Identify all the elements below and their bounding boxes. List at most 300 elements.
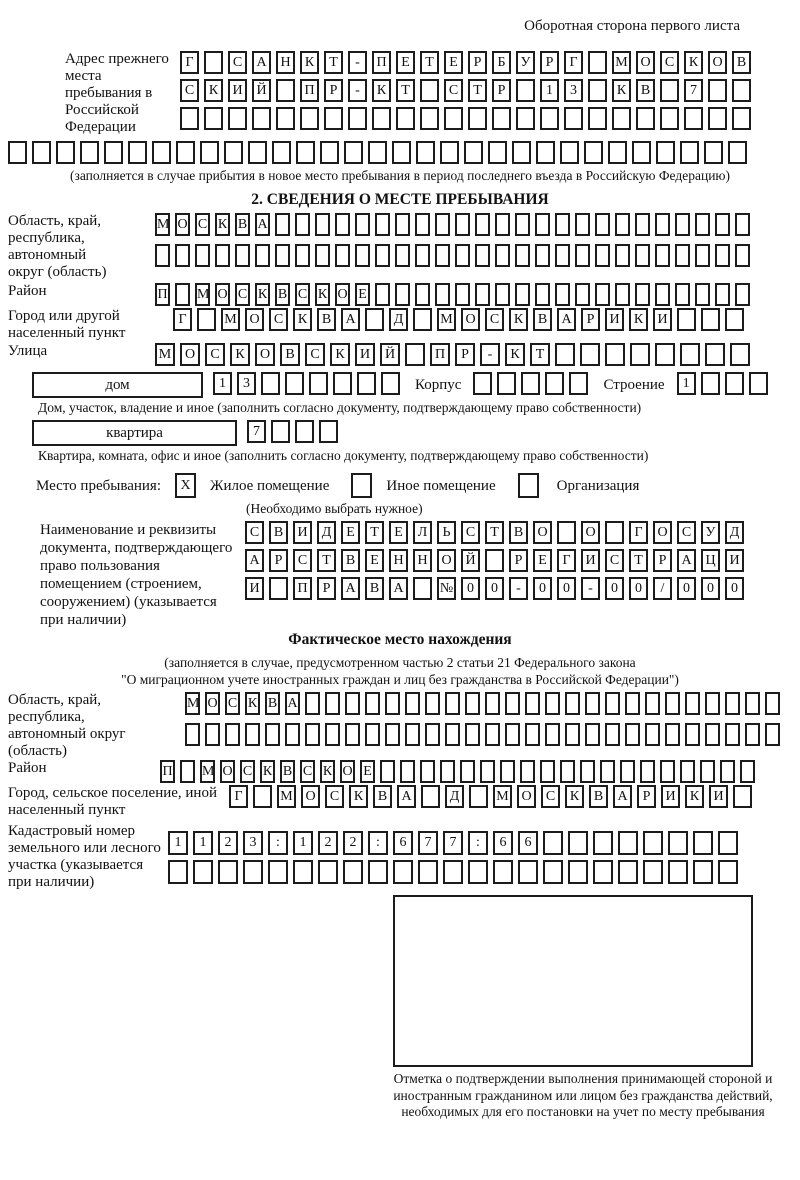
char-box[interactable] [618, 860, 638, 884]
char-box[interactable] [485, 549, 504, 572]
char-box[interactable]: В [732, 51, 751, 74]
char-box[interactable]: В [365, 577, 384, 600]
char-box[interactable]: С [195, 213, 210, 236]
char-box[interactable]: О [335, 283, 350, 306]
char-box[interactable] [555, 343, 575, 366]
char-box[interactable]: О [581, 521, 600, 544]
char-box[interactable] [395, 283, 410, 306]
char-box[interactable]: П [160, 760, 175, 783]
char-box[interactable] [701, 372, 720, 395]
char-box[interactable]: - [480, 343, 500, 366]
char-box[interactable] [309, 372, 328, 395]
char-box[interactable]: 0 [533, 577, 552, 600]
char-box[interactable]: 7 [684, 79, 703, 102]
char-box[interactable]: 3 [243, 831, 263, 855]
char-box[interactable] [640, 760, 655, 783]
char-box[interactable] [735, 244, 750, 267]
char-box[interactable]: Е [533, 549, 552, 572]
char-box[interactable] [261, 372, 280, 395]
char-box[interactable] [465, 692, 480, 715]
checkbox-organization[interactable] [518, 473, 539, 498]
char-box[interactable]: С [225, 692, 240, 715]
char-box[interactable] [296, 141, 315, 164]
char-box[interactable]: Р [492, 79, 511, 102]
char-box[interactable] [355, 244, 370, 267]
char-box[interactable]: Р [324, 79, 343, 102]
char-box[interactable] [168, 860, 188, 884]
char-box[interactable] [593, 860, 613, 884]
char-box[interactable] [485, 692, 500, 715]
char-box[interactable] [345, 692, 360, 715]
char-box[interactable] [595, 244, 610, 267]
char-box[interactable] [728, 141, 747, 164]
char-box[interactable]: К [260, 760, 275, 783]
char-box[interactable]: В [589, 785, 608, 808]
char-box[interactable] [420, 107, 439, 130]
char-box[interactable] [595, 213, 610, 236]
char-box[interactable] [355, 213, 370, 236]
char-box[interactable]: Р [509, 549, 528, 572]
char-box[interactable]: Д [389, 308, 408, 331]
char-box[interactable]: А [389, 577, 408, 600]
char-box[interactable] [660, 760, 675, 783]
char-box[interactable]: С [305, 343, 325, 366]
char-box[interactable]: С [300, 760, 315, 783]
char-box[interactable] [555, 244, 570, 267]
char-box[interactable] [344, 141, 363, 164]
char-box[interactable]: Г [180, 51, 199, 74]
char-box[interactable]: 0 [629, 577, 648, 600]
char-box[interactable]: Л [413, 521, 432, 544]
char-box[interactable] [675, 283, 690, 306]
char-box[interactable] [600, 760, 615, 783]
char-box[interactable] [545, 723, 560, 746]
char-box[interactable]: 1 [193, 831, 213, 855]
char-box[interactable]: О [215, 283, 230, 306]
char-box[interactable]: К [372, 79, 391, 102]
char-box[interactable]: : [468, 831, 488, 855]
char-box[interactable] [425, 723, 440, 746]
char-box[interactable] [745, 692, 760, 715]
char-box[interactable]: О [255, 343, 275, 366]
char-box[interactable] [540, 760, 555, 783]
char-box[interactable]: А [557, 308, 576, 331]
char-box[interactable] [733, 785, 752, 808]
char-box[interactable] [500, 760, 515, 783]
char-box[interactable] [495, 283, 510, 306]
char-box[interactable]: О [708, 51, 727, 74]
char-box[interactable] [730, 343, 750, 366]
char-box[interactable]: Й [380, 343, 400, 366]
char-box[interactable] [180, 760, 195, 783]
char-box[interactable]: № [437, 577, 456, 600]
char-box[interactable]: - [348, 51, 367, 74]
char-box[interactable] [701, 308, 720, 331]
char-box[interactable]: М [221, 308, 240, 331]
char-box[interactable] [588, 79, 607, 102]
char-box[interactable]: Г [629, 521, 648, 544]
char-box[interactable]: В [269, 521, 288, 544]
char-box[interactable] [543, 831, 563, 855]
char-box[interactable] [415, 244, 430, 267]
char-box[interactable] [375, 283, 390, 306]
char-box[interactable]: М [200, 760, 215, 783]
char-box[interactable] [705, 692, 720, 715]
char-box[interactable]: А [677, 549, 696, 572]
char-box[interactable] [197, 308, 216, 331]
char-box[interactable] [204, 107, 223, 130]
char-box[interactable] [357, 372, 376, 395]
char-box[interactable]: Р [540, 51, 559, 74]
char-box[interactable] [285, 372, 304, 395]
char-box[interactable] [468, 107, 487, 130]
char-box[interactable]: Т [530, 343, 550, 366]
char-box[interactable] [225, 723, 240, 746]
char-box[interactable] [512, 141, 531, 164]
char-box[interactable] [677, 308, 696, 331]
char-box[interactable] [445, 723, 460, 746]
char-box[interactable] [268, 860, 288, 884]
char-box[interactable] [680, 141, 699, 164]
char-box[interactable]: И [653, 308, 672, 331]
char-box[interactable]: В [275, 283, 290, 306]
char-box[interactable] [684, 107, 703, 130]
char-box[interactable]: К [684, 51, 703, 74]
char-box[interactable] [405, 343, 425, 366]
char-box[interactable] [285, 723, 300, 746]
char-box[interactable] [665, 692, 680, 715]
char-box[interactable]: К [612, 79, 631, 102]
char-box[interactable] [265, 723, 280, 746]
char-box[interactable]: В [341, 549, 360, 572]
char-box[interactable]: К [300, 51, 319, 74]
char-box[interactable] [420, 760, 435, 783]
char-box[interactable]: С [235, 283, 250, 306]
char-box[interactable] [635, 213, 650, 236]
char-box[interactable] [420, 79, 439, 102]
char-box[interactable] [493, 860, 513, 884]
char-box[interactable] [625, 692, 640, 715]
char-box[interactable] [215, 244, 230, 267]
char-box[interactable] [488, 141, 507, 164]
char-box[interactable] [200, 141, 219, 164]
char-box[interactable]: Р [653, 549, 672, 572]
char-box[interactable] [725, 692, 740, 715]
char-box[interactable]: Г [557, 549, 576, 572]
char-box[interactable] [618, 831, 638, 855]
char-box[interactable] [248, 141, 267, 164]
char-box[interactable] [444, 107, 463, 130]
char-box[interactable]: 2 [343, 831, 363, 855]
char-box[interactable] [705, 723, 720, 746]
char-box[interactable]: Е [341, 521, 360, 544]
char-box[interactable]: С [205, 343, 225, 366]
char-box[interactable]: И [725, 549, 744, 572]
char-box[interactable] [269, 577, 288, 600]
char-box[interactable] [680, 343, 700, 366]
char-box[interactable] [195, 244, 210, 267]
char-box[interactable]: 6 [393, 831, 413, 855]
char-box[interactable]: П [372, 51, 391, 74]
char-box[interactable] [543, 860, 563, 884]
char-box[interactable] [272, 141, 291, 164]
char-box[interactable]: П [430, 343, 450, 366]
char-box[interactable] [668, 860, 688, 884]
char-box[interactable]: К [509, 308, 528, 331]
char-box[interactable]: : [368, 831, 388, 855]
char-box[interactable] [568, 860, 588, 884]
char-box[interactable]: А [341, 308, 360, 331]
char-box[interactable] [735, 213, 750, 236]
char-box[interactable]: С [444, 79, 463, 102]
char-box[interactable] [252, 107, 271, 130]
char-box[interactable]: Й [252, 79, 271, 102]
char-box[interactable]: Е [396, 51, 415, 74]
char-box[interactable]: 7 [443, 831, 463, 855]
char-box[interactable]: В [280, 760, 295, 783]
char-box[interactable] [365, 723, 380, 746]
char-box[interactable]: / [653, 577, 672, 600]
char-box[interactable] [555, 213, 570, 236]
char-box[interactable] [485, 723, 500, 746]
char-box[interactable] [325, 692, 340, 715]
char-box[interactable] [275, 244, 290, 267]
char-box[interactable] [536, 141, 555, 164]
char-box[interactable] [324, 107, 343, 130]
char-box[interactable] [368, 141, 387, 164]
char-box[interactable]: И [355, 343, 375, 366]
char-box[interactable]: С [325, 785, 344, 808]
char-box[interactable]: И [245, 577, 264, 600]
char-box[interactable]: А [613, 785, 632, 808]
char-box[interactable] [315, 244, 330, 267]
char-box[interactable] [643, 831, 663, 855]
char-box[interactable]: 0 [725, 577, 744, 600]
char-box[interactable]: О [517, 785, 536, 808]
char-box[interactable] [515, 213, 530, 236]
char-box[interactable] [416, 141, 435, 164]
char-box[interactable] [535, 213, 550, 236]
char-box[interactable] [276, 79, 295, 102]
char-box[interactable]: 1 [293, 831, 313, 855]
char-box[interactable] [675, 213, 690, 236]
char-box[interactable]: Е [360, 760, 375, 783]
char-box[interactable] [540, 107, 559, 130]
char-box[interactable]: С [228, 51, 247, 74]
char-box[interactable]: М [155, 343, 175, 366]
char-box[interactable] [635, 244, 650, 267]
char-box[interactable] [348, 107, 367, 130]
char-box[interactable] [468, 860, 488, 884]
char-box[interactable] [515, 244, 530, 267]
char-box[interactable] [385, 723, 400, 746]
char-box[interactable]: С [240, 760, 255, 783]
char-box[interactable] [104, 141, 123, 164]
char-box[interactable] [365, 308, 384, 331]
char-box[interactable] [305, 723, 320, 746]
char-box[interactable]: И [293, 521, 312, 544]
char-box[interactable]: Р [269, 549, 288, 572]
char-box[interactable]: К [204, 79, 223, 102]
char-box[interactable] [585, 723, 600, 746]
char-box[interactable] [325, 723, 340, 746]
char-box[interactable] [475, 244, 490, 267]
char-box[interactable]: К [349, 785, 368, 808]
char-box[interactable]: С [293, 549, 312, 572]
char-box[interactable] [185, 723, 200, 746]
char-box[interactable] [685, 692, 700, 715]
char-box[interactable] [560, 141, 579, 164]
char-box[interactable] [645, 692, 660, 715]
char-box[interactable] [693, 860, 713, 884]
char-box[interactable]: 6 [518, 831, 538, 855]
char-box[interactable]: 7 [418, 831, 438, 855]
char-box[interactable] [615, 283, 630, 306]
char-box[interactable] [732, 79, 751, 102]
char-box[interactable] [319, 420, 338, 443]
char-box[interactable] [365, 692, 380, 715]
char-box[interactable] [435, 244, 450, 267]
char-box[interactable] [564, 107, 583, 130]
char-box[interactable] [565, 692, 580, 715]
char-box[interactable] [605, 521, 624, 544]
char-box[interactable] [575, 283, 590, 306]
char-box[interactable] [425, 692, 440, 715]
char-box[interactable]: П [293, 577, 312, 600]
char-box[interactable] [56, 141, 75, 164]
char-box[interactable]: Т [468, 79, 487, 102]
char-box[interactable]: Т [324, 51, 343, 74]
char-box[interactable] [375, 213, 390, 236]
char-box[interactable] [155, 244, 170, 267]
char-box[interactable] [605, 723, 620, 746]
char-box[interactable]: А [252, 51, 271, 74]
char-box[interactable] [695, 244, 710, 267]
char-box[interactable] [385, 692, 400, 715]
char-box[interactable] [708, 107, 727, 130]
char-box[interactable]: В [373, 785, 392, 808]
char-box[interactable] [525, 692, 540, 715]
char-box[interactable]: О [245, 308, 264, 331]
char-box[interactable] [413, 577, 432, 600]
char-box[interactable] [660, 79, 679, 102]
char-box[interactable] [293, 860, 313, 884]
char-box[interactable]: К [315, 283, 330, 306]
char-box[interactable]: 2 [218, 831, 238, 855]
char-box[interactable] [521, 372, 540, 395]
char-box[interactable] [625, 723, 640, 746]
char-box[interactable] [575, 213, 590, 236]
char-box[interactable] [253, 785, 272, 808]
char-box[interactable]: - [348, 79, 367, 102]
char-box[interactable]: К [293, 308, 312, 331]
char-box[interactable]: В [280, 343, 300, 366]
char-box[interactable] [575, 244, 590, 267]
char-box[interactable]: Р [468, 51, 487, 74]
char-box[interactable]: Е [389, 521, 408, 544]
char-box[interactable] [343, 860, 363, 884]
char-box[interactable]: М [185, 692, 200, 715]
char-box[interactable]: 0 [485, 577, 504, 600]
char-box[interactable] [372, 107, 391, 130]
char-box[interactable] [765, 723, 780, 746]
char-box[interactable]: - [509, 577, 528, 600]
char-box[interactable]: М [437, 308, 456, 331]
char-box[interactable] [545, 372, 564, 395]
char-box[interactable] [395, 244, 410, 267]
char-box[interactable]: П [155, 283, 170, 306]
char-box[interactable]: К [330, 343, 350, 366]
char-box[interactable] [718, 860, 738, 884]
char-box[interactable]: Д [445, 785, 464, 808]
char-box[interactable] [224, 141, 243, 164]
char-box[interactable]: О [205, 692, 220, 715]
char-box[interactable] [732, 107, 751, 130]
char-box[interactable] [693, 831, 713, 855]
char-box[interactable] [235, 244, 250, 267]
char-box[interactable]: В [265, 692, 280, 715]
char-box[interactable]: М [195, 283, 210, 306]
char-box[interactable]: 3 [237, 372, 256, 395]
char-box[interactable]: В [636, 79, 655, 102]
char-box[interactable]: А [285, 692, 300, 715]
char-box[interactable]: О [461, 308, 480, 331]
char-box[interactable]: О [180, 343, 200, 366]
char-box[interactable]: С [605, 549, 624, 572]
char-box[interactable] [300, 107, 319, 130]
char-box[interactable] [295, 244, 310, 267]
char-box[interactable]: О [220, 760, 235, 783]
char-box[interactable] [128, 141, 147, 164]
char-box[interactable]: Т [420, 51, 439, 74]
char-box[interactable] [516, 107, 535, 130]
char-box[interactable] [525, 723, 540, 746]
char-box[interactable] [460, 760, 475, 783]
char-box[interactable] [749, 372, 768, 395]
char-box[interactable] [588, 51, 607, 74]
char-box[interactable]: С [485, 308, 504, 331]
char-box[interactable]: Н [276, 51, 295, 74]
char-box[interactable] [632, 141, 651, 164]
char-box[interactable] [275, 213, 290, 236]
char-box[interactable] [535, 283, 550, 306]
char-box[interactable]: О [175, 213, 190, 236]
char-box[interactable] [469, 785, 488, 808]
char-box[interactable]: К [629, 308, 648, 331]
char-box[interactable]: 0 [605, 577, 624, 600]
char-box[interactable]: Д [725, 521, 744, 544]
char-box[interactable] [396, 107, 415, 130]
char-box[interactable] [595, 283, 610, 306]
char-box[interactable] [608, 141, 627, 164]
char-box[interactable]: - [581, 577, 600, 600]
char-box[interactable] [725, 372, 744, 395]
char-box[interactable]: 1 [168, 831, 188, 855]
char-box[interactable] [375, 244, 390, 267]
char-box[interactable] [580, 343, 600, 366]
char-box[interactable] [708, 79, 727, 102]
char-box[interactable]: Р [317, 577, 336, 600]
char-box[interactable] [440, 141, 459, 164]
char-box[interactable] [725, 308, 744, 331]
char-box[interactable] [545, 692, 560, 715]
char-box[interactable] [593, 831, 613, 855]
char-box[interactable]: К [255, 283, 270, 306]
char-box[interactable] [455, 213, 470, 236]
char-box[interactable]: Р [637, 785, 656, 808]
char-box[interactable] [568, 831, 588, 855]
char-box[interactable] [655, 283, 670, 306]
